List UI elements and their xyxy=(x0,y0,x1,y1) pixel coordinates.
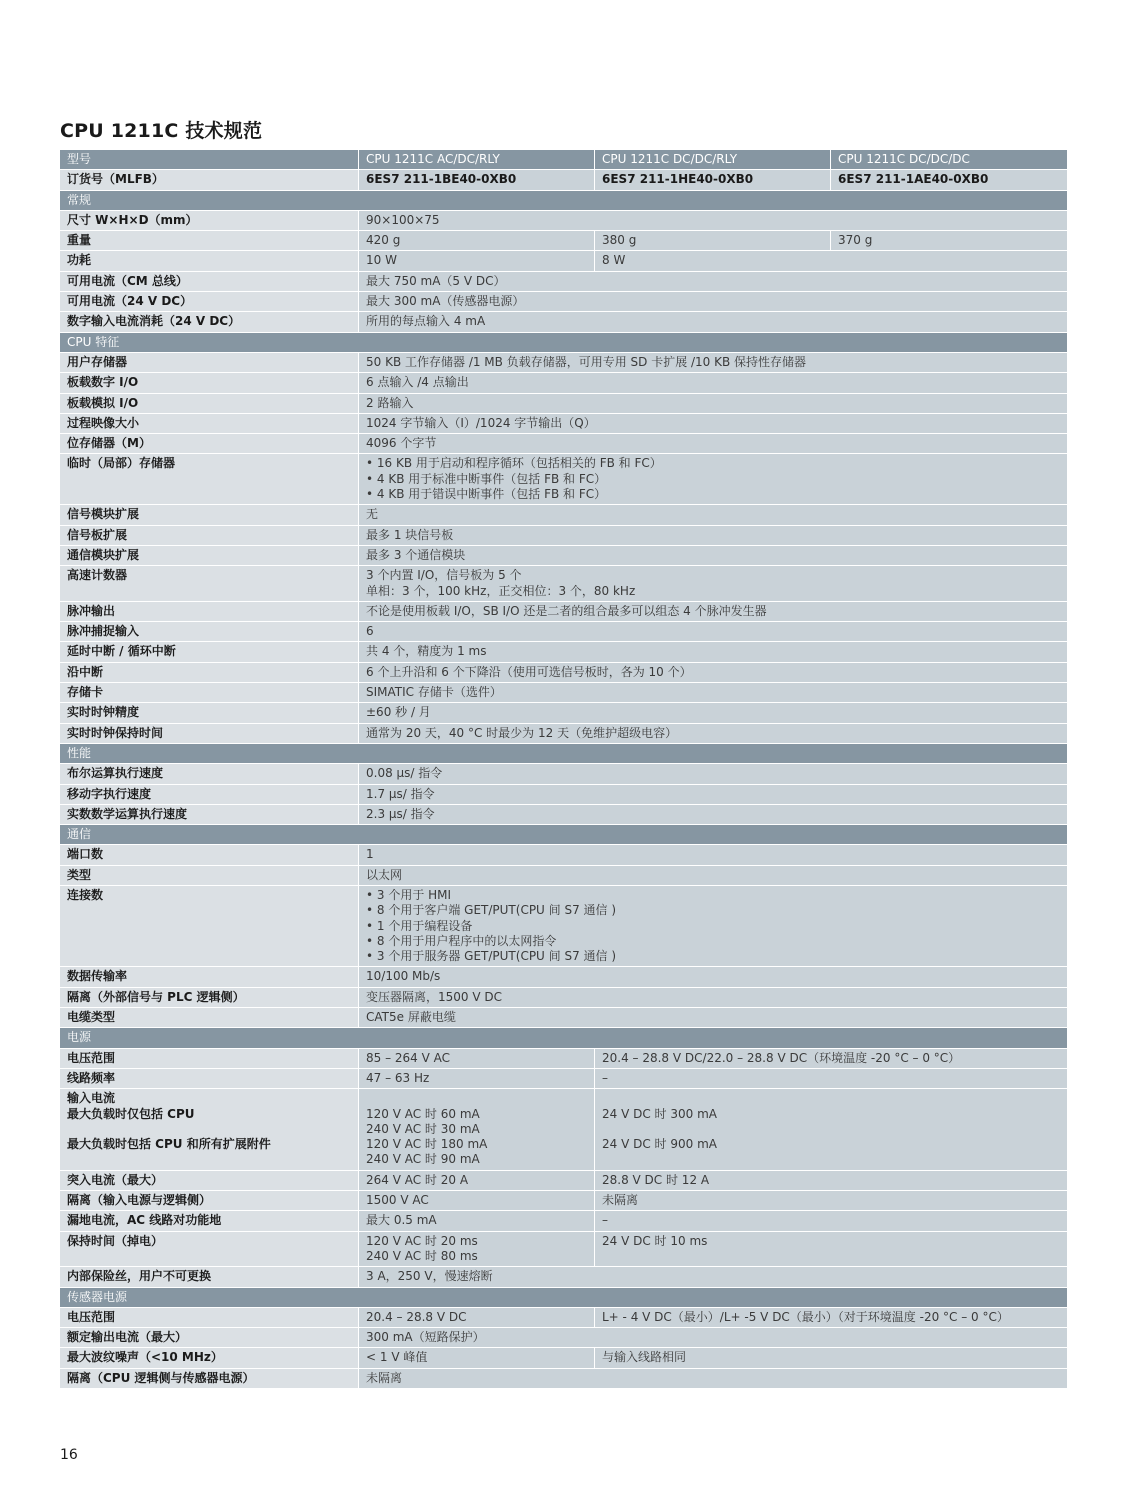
spec-row xyxy=(60,1191,1068,1211)
section-header-row xyxy=(60,743,1068,763)
spec-label: 脉冲输出 xyxy=(60,601,359,621)
spec-label: 隔离（外部信号与 PLC 逻辑侧） xyxy=(60,987,359,1007)
spec-label: 沿中断 xyxy=(60,662,359,682)
spec-row xyxy=(60,885,1068,966)
spec-value: SIMATIC 存储卡（选件） xyxy=(359,683,1068,703)
spec-label: 可用电流（CM 总线） xyxy=(60,271,359,291)
spec-value: 未隔离 xyxy=(595,1191,1068,1211)
spec-label: 板载模拟 I/O xyxy=(60,393,359,413)
spec-label: 保持时间（掉电） xyxy=(60,1231,359,1267)
spec-row xyxy=(60,1170,1068,1190)
spec-label: 电压范围 xyxy=(60,1048,359,1068)
spec-value: 变压器隔离，1500 V DC xyxy=(359,987,1068,1007)
section-title: 常规 xyxy=(60,190,1068,210)
spec-table xyxy=(59,149,1068,1389)
spec-row xyxy=(60,662,1068,682)
spec-label: 脉冲捕捉输入 xyxy=(60,622,359,642)
spec-row xyxy=(60,413,1068,433)
spec-label: 最大波纹噪声（<10 MHz） xyxy=(60,1348,359,1368)
spec-value: 264 V AC 时 20 A xyxy=(359,1170,595,1190)
spec-value: 8 W xyxy=(595,251,1068,271)
spec-value: 370 g xyxy=(831,231,1068,251)
spec-label: 连接数 xyxy=(60,885,359,966)
spec-value: 3 个内置 I/O，信号板为 5 个 单相：3 个，100 kHz，正交相位：3 个，80 kHz xyxy=(359,566,1068,602)
section-header-row xyxy=(60,190,1068,210)
spec-value: 最多 3 个通信模块 xyxy=(359,545,1068,565)
spec-row xyxy=(60,292,1068,312)
spec-value: – xyxy=(595,1068,1068,1088)
spec-row xyxy=(60,1089,1068,1170)
spec-row xyxy=(60,703,1068,723)
section-title: CPU 特征 xyxy=(60,332,1068,352)
spec-label: 通信模块扩展 xyxy=(60,545,359,565)
mlfb-value-1: 6ES7 211-1BE40-0XB0 xyxy=(359,170,595,190)
spec-label: 突入电流（最大） xyxy=(60,1170,359,1190)
spec-value: 28.8 V DC 时 12 A xyxy=(595,1170,1068,1190)
spec-value: – xyxy=(595,1211,1068,1231)
spec-label: 电压范围 xyxy=(60,1307,359,1327)
spec-row xyxy=(60,231,1068,251)
spec-row xyxy=(60,393,1068,413)
spec-row xyxy=(60,373,1068,393)
spec-value: 最多 1 块信号板 xyxy=(359,525,1068,545)
spec-value: 85 – 264 V AC xyxy=(359,1048,595,1068)
spec-value: 120 V AC 时 60 mA 240 V AC 时 30 mA 120 V AC 时 180 mA 240 V AC 时 90 mA xyxy=(359,1089,595,1170)
spec-value: • 16 KB 用于启动和程序循环（包括相关的 FB 和 FC） • 4 KB 用于标准中断事件（包括 FB 和 FC） • 4 KB 用于错误中断事件（包括 FB 和 FC） xyxy=(359,454,1068,505)
spec-label: 额定输出电流（最大） xyxy=(60,1328,359,1348)
spec-value: 最大 300 mA（传感器电源） xyxy=(359,292,1068,312)
spec-value: 1024 字节输入（I）/1024 字节输出（Q） xyxy=(359,413,1068,433)
page-number: 16 xyxy=(60,1447,78,1463)
spec-value: 无 xyxy=(359,505,1068,525)
spec-label: 信号模块扩展 xyxy=(60,505,359,525)
spec-label: 高速计数器 xyxy=(60,566,359,602)
spec-value: 2.3 μs/ 指令 xyxy=(359,804,1068,824)
spec-value: 380 g xyxy=(595,231,831,251)
spec-value: 50 KB 工作存储器 /1 MB 负载存储器，可用专用 SD 卡扩展 /10 KB 保持性存储器 xyxy=(359,352,1068,372)
spec-value: 10/100 Mb/s xyxy=(359,967,1068,987)
spec-row xyxy=(60,525,1068,545)
spec-row xyxy=(60,601,1068,621)
spec-label: 漏地电流，AC 线路对功能地 xyxy=(60,1211,359,1231)
spec-row xyxy=(60,1008,1068,1028)
spec-label: 板载数字 I/O xyxy=(60,373,359,393)
spec-row xyxy=(60,1368,1068,1388)
spec-label: 实时时钟保持时间 xyxy=(60,723,359,743)
spec-row xyxy=(60,545,1068,565)
spec-value: 24 V DC 时 10 ms xyxy=(595,1231,1068,1267)
spec-value: 20.4 – 28.8 V DC/22.0 – 28.8 V DC（环境温度 -20 °C – 0 °C） xyxy=(595,1048,1068,1068)
spec-label: 隔离（输入电源与逻辑侧） xyxy=(60,1191,359,1211)
spec-value: 通常为 20 天，40 °C 时最少为 12 天（免维护超级电容） xyxy=(359,723,1068,743)
spec-value: 6 点输入 /4 点输出 xyxy=(359,373,1068,393)
spec-row xyxy=(60,251,1068,271)
mlfb-row xyxy=(60,170,1068,190)
spec-value: 未隔离 xyxy=(359,1368,1068,1388)
spec-label: 端口数 xyxy=(60,845,359,865)
spec-table-body xyxy=(60,150,1068,1389)
spec-label: 布尔运算执行速度 xyxy=(60,764,359,784)
mlfb-value-2: 6ES7 211-1HE40-0XB0 xyxy=(595,170,831,190)
spec-row xyxy=(60,1068,1068,1088)
spec-row xyxy=(60,210,1068,230)
header-label: 型号 xyxy=(60,150,359,170)
spec-value: 1 xyxy=(359,845,1068,865)
header-model-3: CPU 1211C DC/DC/DC xyxy=(831,150,1068,170)
spec-value: 4096 个字节 xyxy=(359,434,1068,454)
spec-label: 尺寸 W×H×D（mm） xyxy=(60,210,359,230)
spec-value: 420 g xyxy=(359,231,595,251)
spec-row xyxy=(60,845,1068,865)
spec-row xyxy=(60,784,1068,804)
spec-label: 可用电流（24 V DC） xyxy=(60,292,359,312)
spec-label: 重量 xyxy=(60,231,359,251)
spec-label: 延时中断 / 循环中断 xyxy=(60,642,359,662)
section-header-row xyxy=(60,825,1068,845)
spec-row xyxy=(60,622,1068,642)
spec-row xyxy=(60,1048,1068,1068)
spec-value: 20.4 – 28.8 V DC xyxy=(359,1307,595,1327)
spec-row xyxy=(60,505,1068,525)
spec-label: 数字输入电流消耗（24 V DC） xyxy=(60,312,359,332)
spec-value: 1.7 μs/ 指令 xyxy=(359,784,1068,804)
spec-value: • 3 个用于 HMI • 8 个用于客户端 GET/PUT(CPU 间 S7 通信 ) • 1 个用于编程设备 • 8 个用于用户程序中的以太网指令 • 3 个用于服务器 GET/PUT(CPU 间 S7 通信 ) xyxy=(359,885,1068,966)
section-title: 通信 xyxy=(60,825,1068,845)
spec-row xyxy=(60,1211,1068,1231)
spec-value: 以太网 xyxy=(359,865,1068,885)
section-header-row xyxy=(60,1287,1068,1307)
spec-value: 0.08 μs/ 指令 xyxy=(359,764,1068,784)
spec-row xyxy=(60,312,1068,332)
spec-value: 6 xyxy=(359,622,1068,642)
spec-value: 24 V DC 时 300 mA 24 V DC 时 900 mA xyxy=(595,1089,1068,1170)
spec-row xyxy=(60,865,1068,885)
spec-value: 6 个上升沿和 6 个下降沿（使用可选信号板时，各为 10 个） xyxy=(359,662,1068,682)
spec-row xyxy=(60,804,1068,824)
spec-label: 隔离（CPU 逻辑侧与传感器电源） xyxy=(60,1368,359,1388)
spec-value: ±60 秒 / 月 xyxy=(359,703,1068,723)
spec-value: < 1 V 峰值 xyxy=(359,1348,595,1368)
spec-label: 存储卡 xyxy=(60,683,359,703)
spec-label: 位存储器（M） xyxy=(60,434,359,454)
mlfb-value-3: 6ES7 211-1AE40-0XB0 xyxy=(831,170,1068,190)
spec-value: CAT5e 屏蔽电缆 xyxy=(359,1008,1068,1028)
spec-label: 线路频率 xyxy=(60,1068,359,1088)
section-title: 传感器电源 xyxy=(60,1287,1068,1307)
spec-value: 共 4 个，精度为 1 ms xyxy=(359,642,1068,662)
spec-value: 2 路输入 xyxy=(359,393,1068,413)
section-title: 电源 xyxy=(60,1028,1068,1048)
spec-value: 90×100×75 xyxy=(359,210,1068,230)
spec-label: 电缆类型 xyxy=(60,1008,359,1028)
spec-value: L+ - 4 V DC（最小）/L+ -5 V DC（最小）（对于环境温度 -20 °C – 0 °C） xyxy=(595,1307,1068,1327)
spec-label: 功耗 xyxy=(60,251,359,271)
spec-value: 120 V AC 时 20 ms 240 V AC 时 80 ms xyxy=(359,1231,595,1267)
spec-row xyxy=(60,1267,1068,1287)
spec-label: 信号板扩展 xyxy=(60,525,359,545)
spec-label: 内部保险丝，用户不可更换 xyxy=(60,1267,359,1287)
spec-row xyxy=(60,1231,1068,1267)
header-model-1: CPU 1211C AC/DC/RLY xyxy=(359,150,595,170)
header-model-2: CPU 1211C DC/DC/RLY xyxy=(595,150,831,170)
spec-label: 实时时钟精度 xyxy=(60,703,359,723)
spec-row xyxy=(60,967,1068,987)
table-header-row xyxy=(60,150,1068,170)
spec-value: 与输入线路相同 xyxy=(595,1348,1068,1368)
spec-label: 实数数学运算执行速度 xyxy=(60,804,359,824)
spec-value: 所用的每点输入 4 mA xyxy=(359,312,1068,332)
spec-label: 类型 xyxy=(60,865,359,885)
spec-value: 1500 V AC xyxy=(359,1191,595,1211)
spec-row xyxy=(60,434,1068,454)
page-title: CPU 1211C 技术规范 xyxy=(60,120,263,142)
spec-label: 输入电流 最大负载时仅包括 CPU 最大负载时包括 CPU 和所有扩展附件 xyxy=(60,1089,359,1170)
spec-row xyxy=(60,723,1068,743)
spec-row xyxy=(60,1307,1068,1327)
spec-value: 3 A，250 V，慢速熔断 xyxy=(359,1267,1068,1287)
spec-value: 不论是使用板载 I/O，SB I/O 还是二者的组合最多可以组态 4 个脉冲发生器 xyxy=(359,601,1068,621)
section-header-row xyxy=(60,1028,1068,1048)
spec-label: 临时（局部）存储器 xyxy=(60,454,359,505)
spec-row xyxy=(60,352,1068,372)
spec-label: 用户存储器 xyxy=(60,352,359,372)
mlfb-label: 订货号（MLFB） xyxy=(60,170,359,190)
spec-row xyxy=(60,1348,1068,1368)
section-header-row xyxy=(60,332,1068,352)
spec-row xyxy=(60,642,1068,662)
spec-row xyxy=(60,271,1068,291)
spec-value: 10 W xyxy=(359,251,595,271)
spec-row xyxy=(60,683,1068,703)
spec-row xyxy=(60,454,1068,505)
spec-row xyxy=(60,566,1068,602)
spec-label: 移动字执行速度 xyxy=(60,784,359,804)
section-title: 性能 xyxy=(60,743,1068,763)
spec-value: 最大 750 mA（5 V DC） xyxy=(359,271,1068,291)
spec-label: 数据传输率 xyxy=(60,967,359,987)
spec-value: 300 mA（短路保护） xyxy=(359,1328,1068,1348)
spec-label: 过程映像大小 xyxy=(60,413,359,433)
spec-value: 47 – 63 Hz xyxy=(359,1068,595,1088)
spec-value: 最大 0.5 mA xyxy=(359,1211,595,1231)
spec-row xyxy=(60,764,1068,784)
spec-row xyxy=(60,987,1068,1007)
spec-row xyxy=(60,1328,1068,1348)
